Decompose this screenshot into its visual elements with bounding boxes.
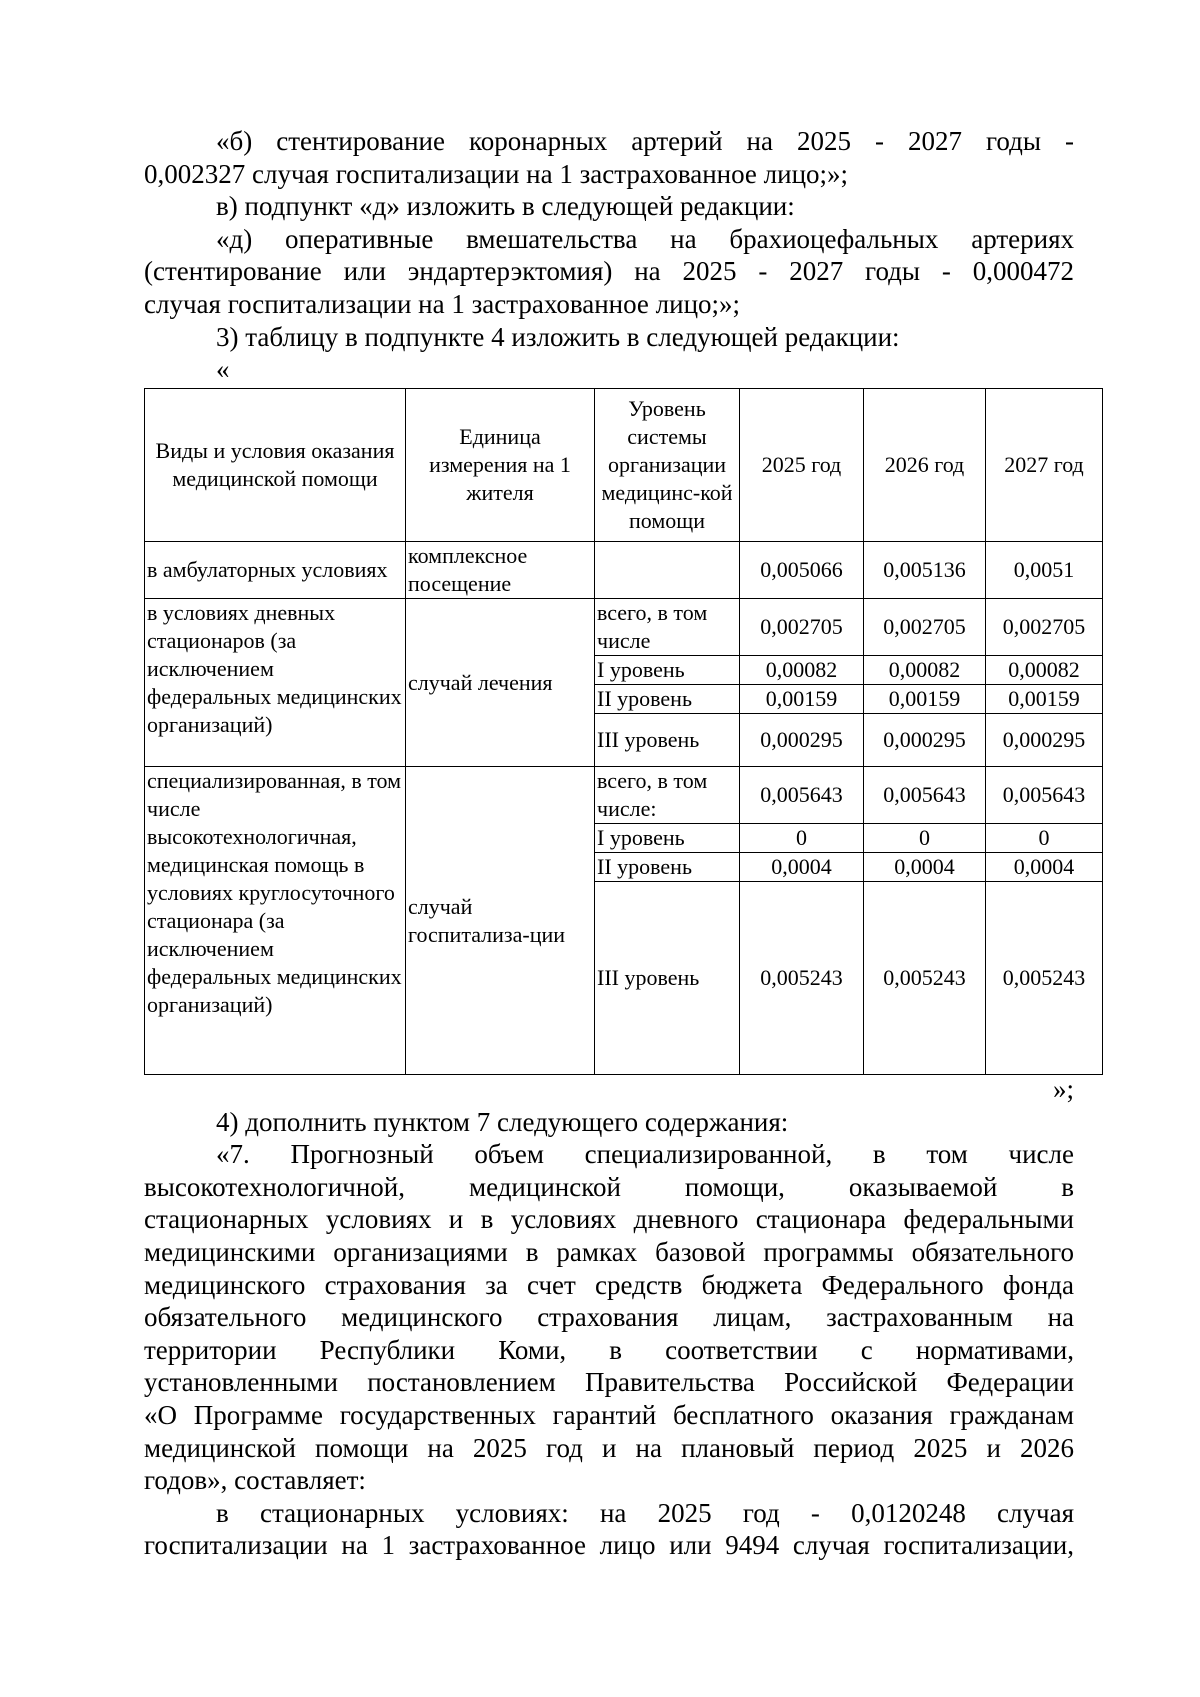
cell-level: II уровень — [595, 853, 740, 882]
cell-value-2026: 0 — [864, 824, 986, 853]
cell-kind: специализированная, в том числе высокотехнологичная, медицинская помощь в условиях круглосуточного стационара (за исключением федеральных медицинских организаций) — [145, 767, 406, 1075]
cell-value-2025: 0,0004 — [740, 853, 864, 882]
paragraph-point-7-line: установленными постановлением Правительства Российской Федерации — [144, 1367, 1074, 1398]
cell-value-2025: 0,00082 — [740, 656, 864, 685]
cell-value-2026: 0,0004 — [864, 853, 986, 882]
paragraph-inpatient-line: в стационарных условиях: на 2025 год - 0,0120248 случая — [216, 1497, 1074, 1528]
cell-level: III уровень — [595, 882, 740, 1075]
cell-value-2025: 0,005243 — [740, 882, 864, 1075]
paragraph-point-7-line: «О Программе государственных гарантий бесплатного оказания гражданам — [144, 1399, 1074, 1430]
cell-level: III уровень — [595, 714, 740, 767]
cell-value-2026: 0,00082 — [864, 656, 986, 685]
paragraph-d-operations — [144, 223, 1074, 256]
header-2026: 2026 год — [864, 389, 986, 542]
cell-level: I уровень — [595, 824, 740, 853]
cell-value-2027: 0,000295 — [986, 714, 1103, 767]
open-quote: « — [216, 354, 230, 385]
cell-value-2027: 0,002705 — [986, 599, 1103, 656]
paragraph-point-7-line: медицинской помощи на 2025 год и на плановый период 2025 и 2026 — [144, 1432, 1074, 1463]
cell-value-2027: 0,005643 — [986, 767, 1103, 824]
cell-unit: случай лечения — [406, 599, 595, 767]
paragraph-line: «б) стентирование коронарных артерий на 2025 - 2027 годы - — [216, 126, 1074, 156]
cell-value-2027: 0,0051 — [986, 542, 1103, 599]
paragraph-point-7-line: высокотехнологичной, медицинской помощи, оказываемой в — [144, 1171, 1074, 1202]
cell-value-2026: 0,005136 — [864, 542, 986, 599]
paragraph-point-7-line: территории Республики Коми, в соответствии с нормативами, — [144, 1334, 1074, 1365]
cell-level: II уровень — [595, 685, 740, 714]
table-row — [145, 542, 1103, 599]
paragraph-line: «д) оперативные вмешательства на брахиоцефальных артериях — [216, 223, 1074, 254]
cell-value-2026: 0,000295 — [864, 714, 986, 767]
header-kind: Виды и условия оказания медицинской помощи — [145, 389, 406, 542]
paragraph-v-subpoint: в) подпункт «д» изложить в следующей редакции: — [216, 191, 795, 222]
paragraph-point-7-line: стационарных условиях и в условиях дневного стационара федеральными — [144, 1204, 1074, 1235]
header-2027: 2027 год — [986, 389, 1103, 542]
close-quote: »; — [1052, 1074, 1074, 1104]
cell-value-2027: 0,005243 — [986, 882, 1103, 1075]
header-2025: 2025 год — [740, 389, 864, 542]
cell-value-2025: 0,002705 — [740, 599, 864, 656]
paragraph-line: 0,002327 случая госпитализации на 1 застрахованное лицо;»; — [144, 158, 849, 189]
table-header-row — [145, 389, 1103, 542]
paragraph-point-7-line: «7. Прогнозный объем специализированной, в том числе — [216, 1139, 1074, 1170]
cell-kind: в амбулаторных условиях — [145, 542, 406, 599]
paragraph-point-7-line: медицинского страхования за счет средств бюджета Федерального фонда — [144, 1269, 1074, 1300]
paragraph-add-point-7: 4) дополнить пунктом 7 следующего содержания: — [216, 1106, 789, 1137]
paragraph-inpatient-line: госпитализации на 1 застрахованное лицо или 9494 случая госпитализации, — [144, 1530, 1074, 1561]
cell-level: I уровень — [595, 656, 740, 685]
cell-level: всего, в том числе — [595, 599, 740, 656]
cell-value-2027: 0 — [986, 824, 1103, 853]
cell-value-2027: 0,00082 — [986, 656, 1103, 685]
top-paragraphs — [144, 125, 1074, 386]
cell-value-2025: 0,000295 — [740, 714, 864, 767]
cell-value-2026: 0,005643 — [864, 767, 986, 824]
paragraph-table-intro: 3) таблицу в подпункте 4 изложить в следующей редакции: — [216, 321, 900, 352]
paragraph-b-stenting — [144, 125, 1074, 158]
cell-unit: комплексное посещение — [406, 542, 595, 599]
cell-value-2025: 0 — [740, 824, 864, 853]
paragraph-point-7-line: обязательного медицинского страхования лицам, застрахованным на — [144, 1302, 1074, 1333]
cell-value-2026: 0,002705 — [864, 599, 986, 656]
bottom-paragraphs — [144, 1073, 1074, 1562]
cell-value-2025: 0,005066 — [740, 542, 864, 599]
cell-value-2025: 0,005643 — [740, 767, 864, 824]
paragraph-line: случая госпитализации на 1 застрахованное лицо;»; — [144, 288, 741, 319]
table-row — [145, 767, 1103, 824]
cell-value-2027: 0,0004 — [986, 853, 1103, 882]
cell-value-2027: 0,00159 — [986, 685, 1103, 714]
cell-value-2026: 0,005243 — [864, 882, 986, 1075]
paragraph-point-7-line: медицинскими организациями в рамках базовой программы обязательного — [144, 1236, 1074, 1267]
cell-kind: в условиях дневных стационаров (за исключением федеральных медицинских организаций) — [145, 599, 406, 767]
cell-value-2026: 0,00159 — [864, 685, 986, 714]
table-row — [145, 599, 1103, 656]
paragraph-point-7-line: годов», составляет: — [144, 1465, 366, 1496]
cell-value-2025: 0,00159 — [740, 685, 864, 714]
norms-table — [144, 388, 1103, 1075]
paragraph-line: (стентирование или эндартерэктомия) на 2025 - 2027 годы - 0,000472 — [144, 256, 1074, 287]
header-level: Уровень системы организации медицинс-кой помощи — [595, 389, 740, 542]
cell-level — [595, 542, 740, 599]
cell-level: всего, в том числе: — [595, 767, 740, 824]
cell-unit: случай госпитализа-ции — [406, 767, 595, 1075]
header-unit: Единица измерения на 1 жителя — [406, 389, 595, 542]
